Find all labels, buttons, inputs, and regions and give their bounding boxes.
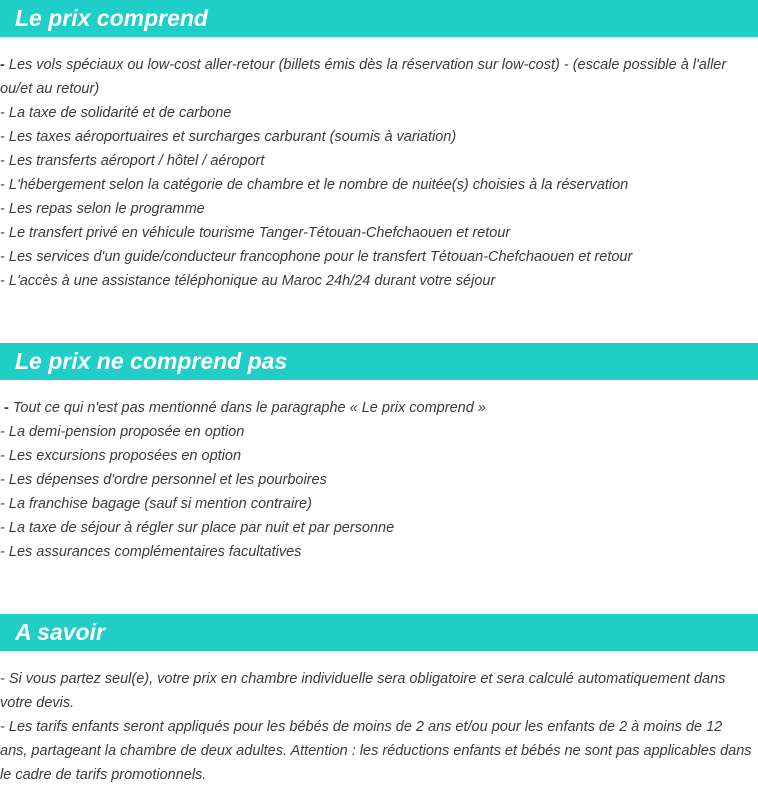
bullet-dash: - (0, 57, 5, 73)
list-item: - La taxe de séjour à régler sur place par nuit et par personne (0, 520, 395, 536)
list-item: - Les assurances complémentaires facultatives (0, 544, 302, 560)
list-item: - Les vols spéciaux ou low-cost aller-retour (billets émis dès la réservation sur low-cost) - (escale possible à l'aller ou/et au retour) (0, 57, 727, 97)
section-header-included (0, 0, 758, 37)
section-title: A savoir (15, 619, 105, 645)
section-body-not-included-rest (0, 420, 752, 564)
section-title: Le prix ne comprend pas (15, 348, 288, 374)
list-item: - L'accès à une assistance téléphonique au Maroc 24h/24 durant votre séjour (0, 273, 496, 289)
list-item: - Si vous partez seul(e), votre prix en chambre individuelle sera obligatoire et sera calculé automatiquement dans votre devis. (0, 671, 726, 711)
list-item: - Les repas selon le programme (0, 201, 205, 217)
list-item: - L'hébergement selon la catégorie de chambre et le nombre de nuitée(s) choisies à la réservation (0, 177, 629, 193)
list-item: - Les dépenses d'ordre personnel et les pourboires (0, 472, 327, 488)
list-item: - Les transferts aéroport / hôtel / aéroport (0, 153, 265, 169)
list-item: - Les services d'un guide/conducteur francophone pour le transfert Tétouan-Chefchaouen et retour (0, 249, 633, 265)
list-item: - Les excursions proposées en option (0, 448, 242, 464)
list-item: - La taxe de solidarité et de carbone (0, 105, 232, 121)
list-item: - Les tarifs enfants seront appliqués pour les bébés de moins de 2 ans et/ou pour les enfants de 2 à moins de 12 ans, partageant la chambre de deux adultes. Attention : les réductions enfants et bébés ne sont pas applicables dans le cadre de tarifs promotionnels. (0, 719, 752, 783)
bullet-dash: - (4, 400, 9, 416)
list-item: - La demi-pension proposée en option (0, 424, 245, 440)
list-item: - Tout ce qui n'est pas mentionné dans le paragraphe « Le prix comprend » (4, 400, 486, 416)
list-item: - Le transfert privé en véhicule tourisme Tanger-Tétouan-Chefchaouen et retour (0, 225, 511, 241)
section-body-included (0, 53, 752, 293)
section-header-not-included (0, 343, 758, 380)
section-header-good-to-know (0, 614, 758, 651)
section-title: Le prix comprend (15, 5, 208, 31)
section-body-not-included (4, 396, 756, 420)
section-body-good-to-know (0, 667, 752, 787)
list-item: - La franchise bagage (sauf si mention contraire) (0, 496, 312, 512)
list-item: - Les taxes aéroportuaires et surcharges carburant (soumis à variation) (0, 129, 457, 145)
